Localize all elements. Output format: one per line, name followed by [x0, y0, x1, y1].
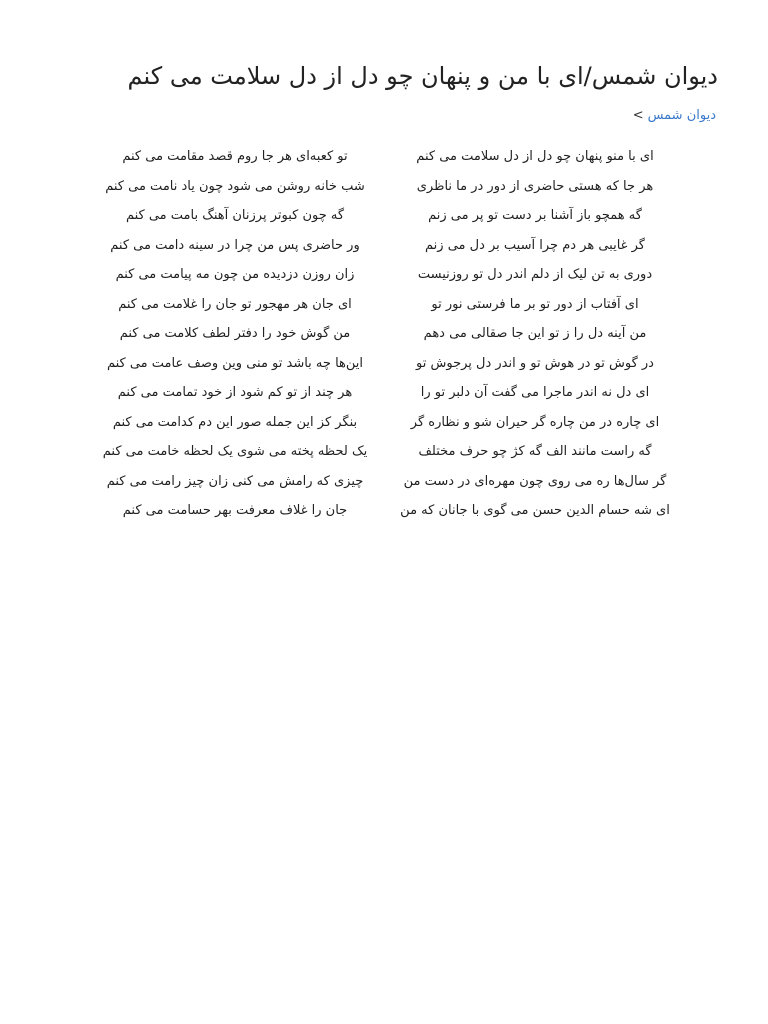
page-title: دیوان شمس/ای با من و پنهان چو دل از دل سلامت می کنم	[127, 62, 718, 90]
hemistich-second: زان روزن دزدیده من چون مه پیامت می کنم	[115, 267, 355, 282]
verse	[0, 408, 768, 438]
poem	[0, 142, 768, 526]
breadcrumb	[633, 106, 716, 126]
hemistich-first: ای شه حسام الدین حسن می گوی با جانان که من	[400, 503, 670, 518]
verse	[0, 172, 768, 202]
hemistich-second: تو کعبه‌ای هر جا روم قصد مقامت می کنم	[122, 149, 348, 164]
hemistich-first: ای آفتاب از دور تو بر ما فرستی نور تو	[431, 296, 639, 312]
hemistich-first: گه همچو باز آشنا بر دست تو پر می زنم	[428, 208, 642, 223]
hemistich-second: گه چون کبوتر پرزنان آهنگ بامت می کنم	[125, 208, 345, 223]
hemistich-second: ای جان هر مهجور تو جان را غلامت می کنم	[118, 296, 352, 312]
verse	[0, 349, 768, 379]
hemistich-first: ای چاره در من چاره گر حیران شو و نظاره گر	[410, 414, 660, 430]
verse	[0, 201, 768, 231]
hemistich-second: من گوش خود را دفتر لطف کلامت می کنم	[119, 326, 351, 341]
hemistich-first: من آینه دل را ز تو این جا صقالی می دهم	[423, 326, 647, 341]
verse	[0, 496, 768, 526]
hemistich-second: یک لحظه پخته می شوی یک لحظه خامت می کنم	[102, 444, 368, 459]
verse	[0, 319, 768, 349]
verse	[0, 467, 768, 497]
hemistich-second: شب خانه روشن می شود چون یاد نامت می کنم	[105, 178, 365, 194]
hemistich-first: ای دل نه اندر ماجرا می گفت آن دلبر تو را	[420, 385, 650, 400]
hemistich-first: گر غایبی هر دم چرا آسیب بر دل می زنم	[425, 237, 645, 253]
verse	[0, 290, 768, 320]
hemistich-first: دوری به تن لیک از دلم اندر دل تو روزنیست	[417, 267, 653, 282]
verse	[0, 260, 768, 290]
hemistich-first: در گوش تو در هوش تو و اندر دل پرجوش تو	[416, 355, 654, 371]
hemistich-second: این‌ها چه باشد تو منی وین وصف عامت می کنم	[106, 355, 364, 371]
hemistich-second: چیزی که رامش می کنی زان چیز رامت می کنم	[106, 473, 364, 489]
hemistich-second: هر چند از تو کم شود از خود تمامت می کنم	[117, 385, 353, 400]
verse	[0, 231, 768, 261]
hemistich-first: گر سال‌ها ره می روی چون مهره‌ای در دست من	[403, 473, 667, 489]
breadcrumb-link-divan-shams[interactable]: دیوان شمس	[647, 108, 716, 123]
hemistich-first: گه راست مانند الف گه کژ چو حرف مختلف	[418, 444, 652, 459]
hemistich-second: ور حاضری پس من چرا در سینه دامت می کنم	[110, 237, 360, 253]
hemistich-second: جان را غلاف معرفت بهر حسامت می کنم	[122, 503, 348, 518]
hemistich-second: بنگر کز این جمله صور این دم کدامت می کنم	[112, 414, 358, 430]
verse	[0, 378, 768, 408]
hemistich-first: ای با منو پنهان چو دل از دل سلامت می کنم	[416, 149, 654, 164]
breadcrumb-separator: >	[632, 108, 644, 123]
hemistich-first: هر جا که هستی حاضری از دور در ما ناظری	[416, 178, 654, 194]
verse	[0, 437, 768, 467]
verse	[0, 142, 768, 172]
